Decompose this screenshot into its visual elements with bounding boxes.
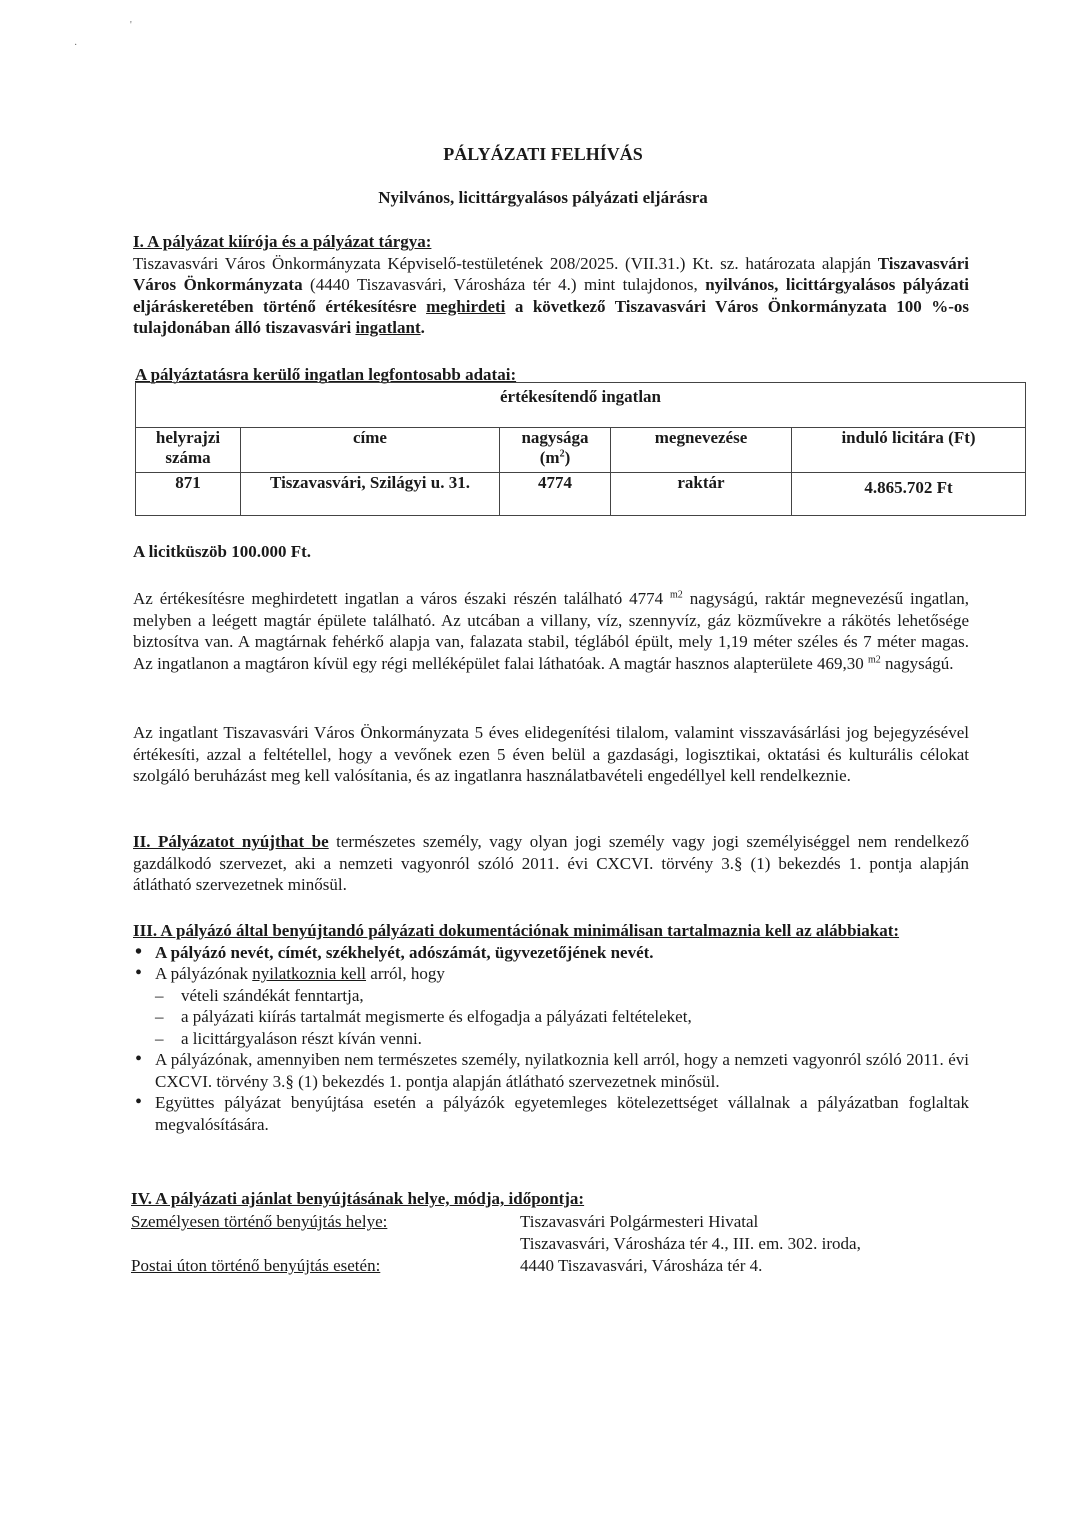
requirement-text: arról, hogy: [366, 964, 445, 983]
section-2: [133, 831, 969, 896]
sale-conditions: Az ingatlant Tiszavasvári Város Önkormányzata 5 éves elidegenítési tilalom, valamint visszavásárlási jog bejegyzésével értékesíti, azzal a feltétellel, hogy a vevőnek ezen 5 éven belül a gazdasági, logisztikai, oktatási és kulturális célokat szolgáló beruházást meg kell valósítania, és az ingatlanra használatbavételi engedéllyel kell rendelkeznie.: [133, 723, 969, 785]
section-1-body: [133, 253, 969, 339]
list-item: [133, 942, 969, 964]
document-title: PÁLYÁZATI FELHÍVÁS: [443, 144, 643, 164]
cell-designation: raktár: [611, 473, 792, 516]
section-3-heading: III. A pályázó által benyújtandó pályázati dokumentációnak minimálisan tartalmaznia kell az alábbiakat:: [133, 921, 900, 940]
description-unit: m2: [670, 589, 683, 601]
area-unit: (m: [539, 448, 560, 467]
document-subtitle: Nyilvános, licittárgyalásos pályázati eljárásra: [378, 188, 708, 207]
submission-personal-label: Személyesen történő benyújtás helye:: [131, 1212, 388, 1231]
cell-area: 4774: [500, 473, 611, 516]
col-header-designation: megnevezése: [611, 428, 792, 473]
requirement-text: A pályázó nevét, címét, székhelyét, adószámát, ügyvezetőjének nevét.: [155, 942, 654, 962]
section-1-announces: meghirdeti: [426, 296, 506, 316]
section-1-text: Tiszavasvári Város Önkormányzata Képviselő-testületének 208/2025. (VII.31.) Kt. sz. határozata alapján: [133, 253, 871, 273]
list-item: – a pályázati kiírás tartalmát megismerte és elfogadja a pályázati feltételeket,: [155, 1006, 969, 1028]
bid-threshold: A licitküszöb 100.000 Ft.: [133, 542, 312, 561]
cell-address: Tiszavasvári, Szilágyi u. 31.: [241, 473, 500, 516]
list-item: [133, 1049, 969, 1092]
list-item: [133, 963, 969, 1049]
list-item: – vételi szándékát fenntartja,: [155, 985, 969, 1007]
col-header-area-label: nagysága: [521, 428, 589, 447]
section-2-heading: II. Pályázatot nyújthat be: [133, 832, 329, 851]
requirement-text: A pályázónak: [155, 964, 253, 983]
requirement-text: Együttes pályázat benyújtása esetén a pályázók egyetemleges kötelezettséget vállalnak a pályázatban foglaltak megvalósítására.: [155, 1093, 969, 1134]
area-unit-end: ): [564, 448, 571, 467]
col-header-address: címe: [241, 428, 500, 473]
section-1-period: .: [420, 318, 425, 337]
section-1-text: (4440 Tiszavasvári, Városháza tér 4.) mint tulajdonos,: [302, 275, 706, 294]
submission-postal-address: 4440 Tiszavasvári, Városháza tér 4.: [520, 1256, 763, 1275]
list-item: [133, 1092, 969, 1135]
property-table: [135, 382, 1026, 516]
table-row: [136, 473, 1026, 516]
col-header-lot: helyrajzi száma: [136, 428, 241, 473]
cell-price: 4.865.702 Ft: [792, 473, 1026, 516]
description-unit: m2: [868, 653, 881, 665]
requirement-emphasis: nyilatkoznia kell: [252, 964, 367, 983]
description-text: Az értékesítésre meghirdetett ingatlan a város északi részén található 4774: [133, 589, 671, 608]
col-header-area: [500, 428, 611, 473]
col-header-price: induló licitára (Ft): [792, 428, 1026, 473]
property-description: [133, 588, 969, 674]
scan-mark: ': [130, 20, 132, 31]
requirements-list: [133, 942, 969, 1136]
section-1-heading: I. A pályázat kiírója és a pályázat tárgya:: [133, 232, 432, 251]
section-1-procedure: nyilvános, licittárgyalásos pályázati eljáráskeretében történő értékesítésre: [133, 275, 969, 316]
submission-postal-label: Postai úton történő benyújtás esetén:: [131, 1256, 381, 1275]
declaration-list: [155, 985, 969, 1050]
section-2-text: természetes személy, vagy olyan jogi személy vagy jogi személyiséggel nem rendelkező gazdálkodó szervezet, aki a nemzeti vagyonról szóló 2011. évi CXCVI. törvény 3.§ (1) bekezdés 1. pontja alapján átlátható szervezetnek minősül.: [133, 832, 969, 894]
section-1-owner: Tiszavasvári Város Önkormányzata: [133, 253, 970, 294]
section-1-ownership: a következő Tiszavasvári Város Önkormányzata 100 %-os tulajdonában álló tiszavasvári: [133, 296, 969, 337]
description-text: nagyságú, raktár megnevezésű ingatlan, melyben a leégett magtár épülete található. Az utcában a villany, víz, szennyvíz, gáz közművekre a rákötés lehetősége biztosítva van. A magtárnak fehérkő alapja van, falazata stabil, téglából épült, mely 1,19 méter széles és 7 méter magas. Az ingatlanon a magtáron kívül egy régi melléképület falai láthatóak. A magtár hasznos alapterülete 469,30: [133, 589, 969, 673]
area-unit-sup: 2: [559, 448, 565, 460]
list-item: – a licittárgyaláson részt kíván venni.: [155, 1028, 969, 1050]
table-caption: A pályáztatásra kerülő ingatlan legfontosabb adatai:: [135, 365, 517, 384]
submission-personal-room: Tiszavasvári, Városháza tér 4., III. em. 302. iroda,: [520, 1234, 861, 1253]
section-4-heading: IV. A pályázati ajánlat benyújtásának helye, módja, időpontja:: [131, 1189, 585, 1208]
section-1-property: ingatlant: [355, 318, 421, 337]
section-3: [133, 920, 969, 1135]
submission-personal-office: Tiszavasvári Polgármesteri Hivatal: [520, 1212, 759, 1231]
table-group-header: értékesítendő ingatlan: [136, 383, 1026, 428]
requirement-text: A pályázónak, amennyiben nem természetes személy, nyilatkoznia kell arról, hogy a nemzeti vagyonról szóló 2011. évi CXCVI. törvény 3.§ (1) bekezdés 1. pontja alapján átlátható szervezetnek minősül.: [155, 1050, 969, 1091]
description-text: nagyságú.: [880, 653, 954, 673]
scan-mark: ·: [74, 40, 78, 51]
section-1: [133, 231, 969, 339]
cell-lot: 871: [136, 473, 241, 516]
